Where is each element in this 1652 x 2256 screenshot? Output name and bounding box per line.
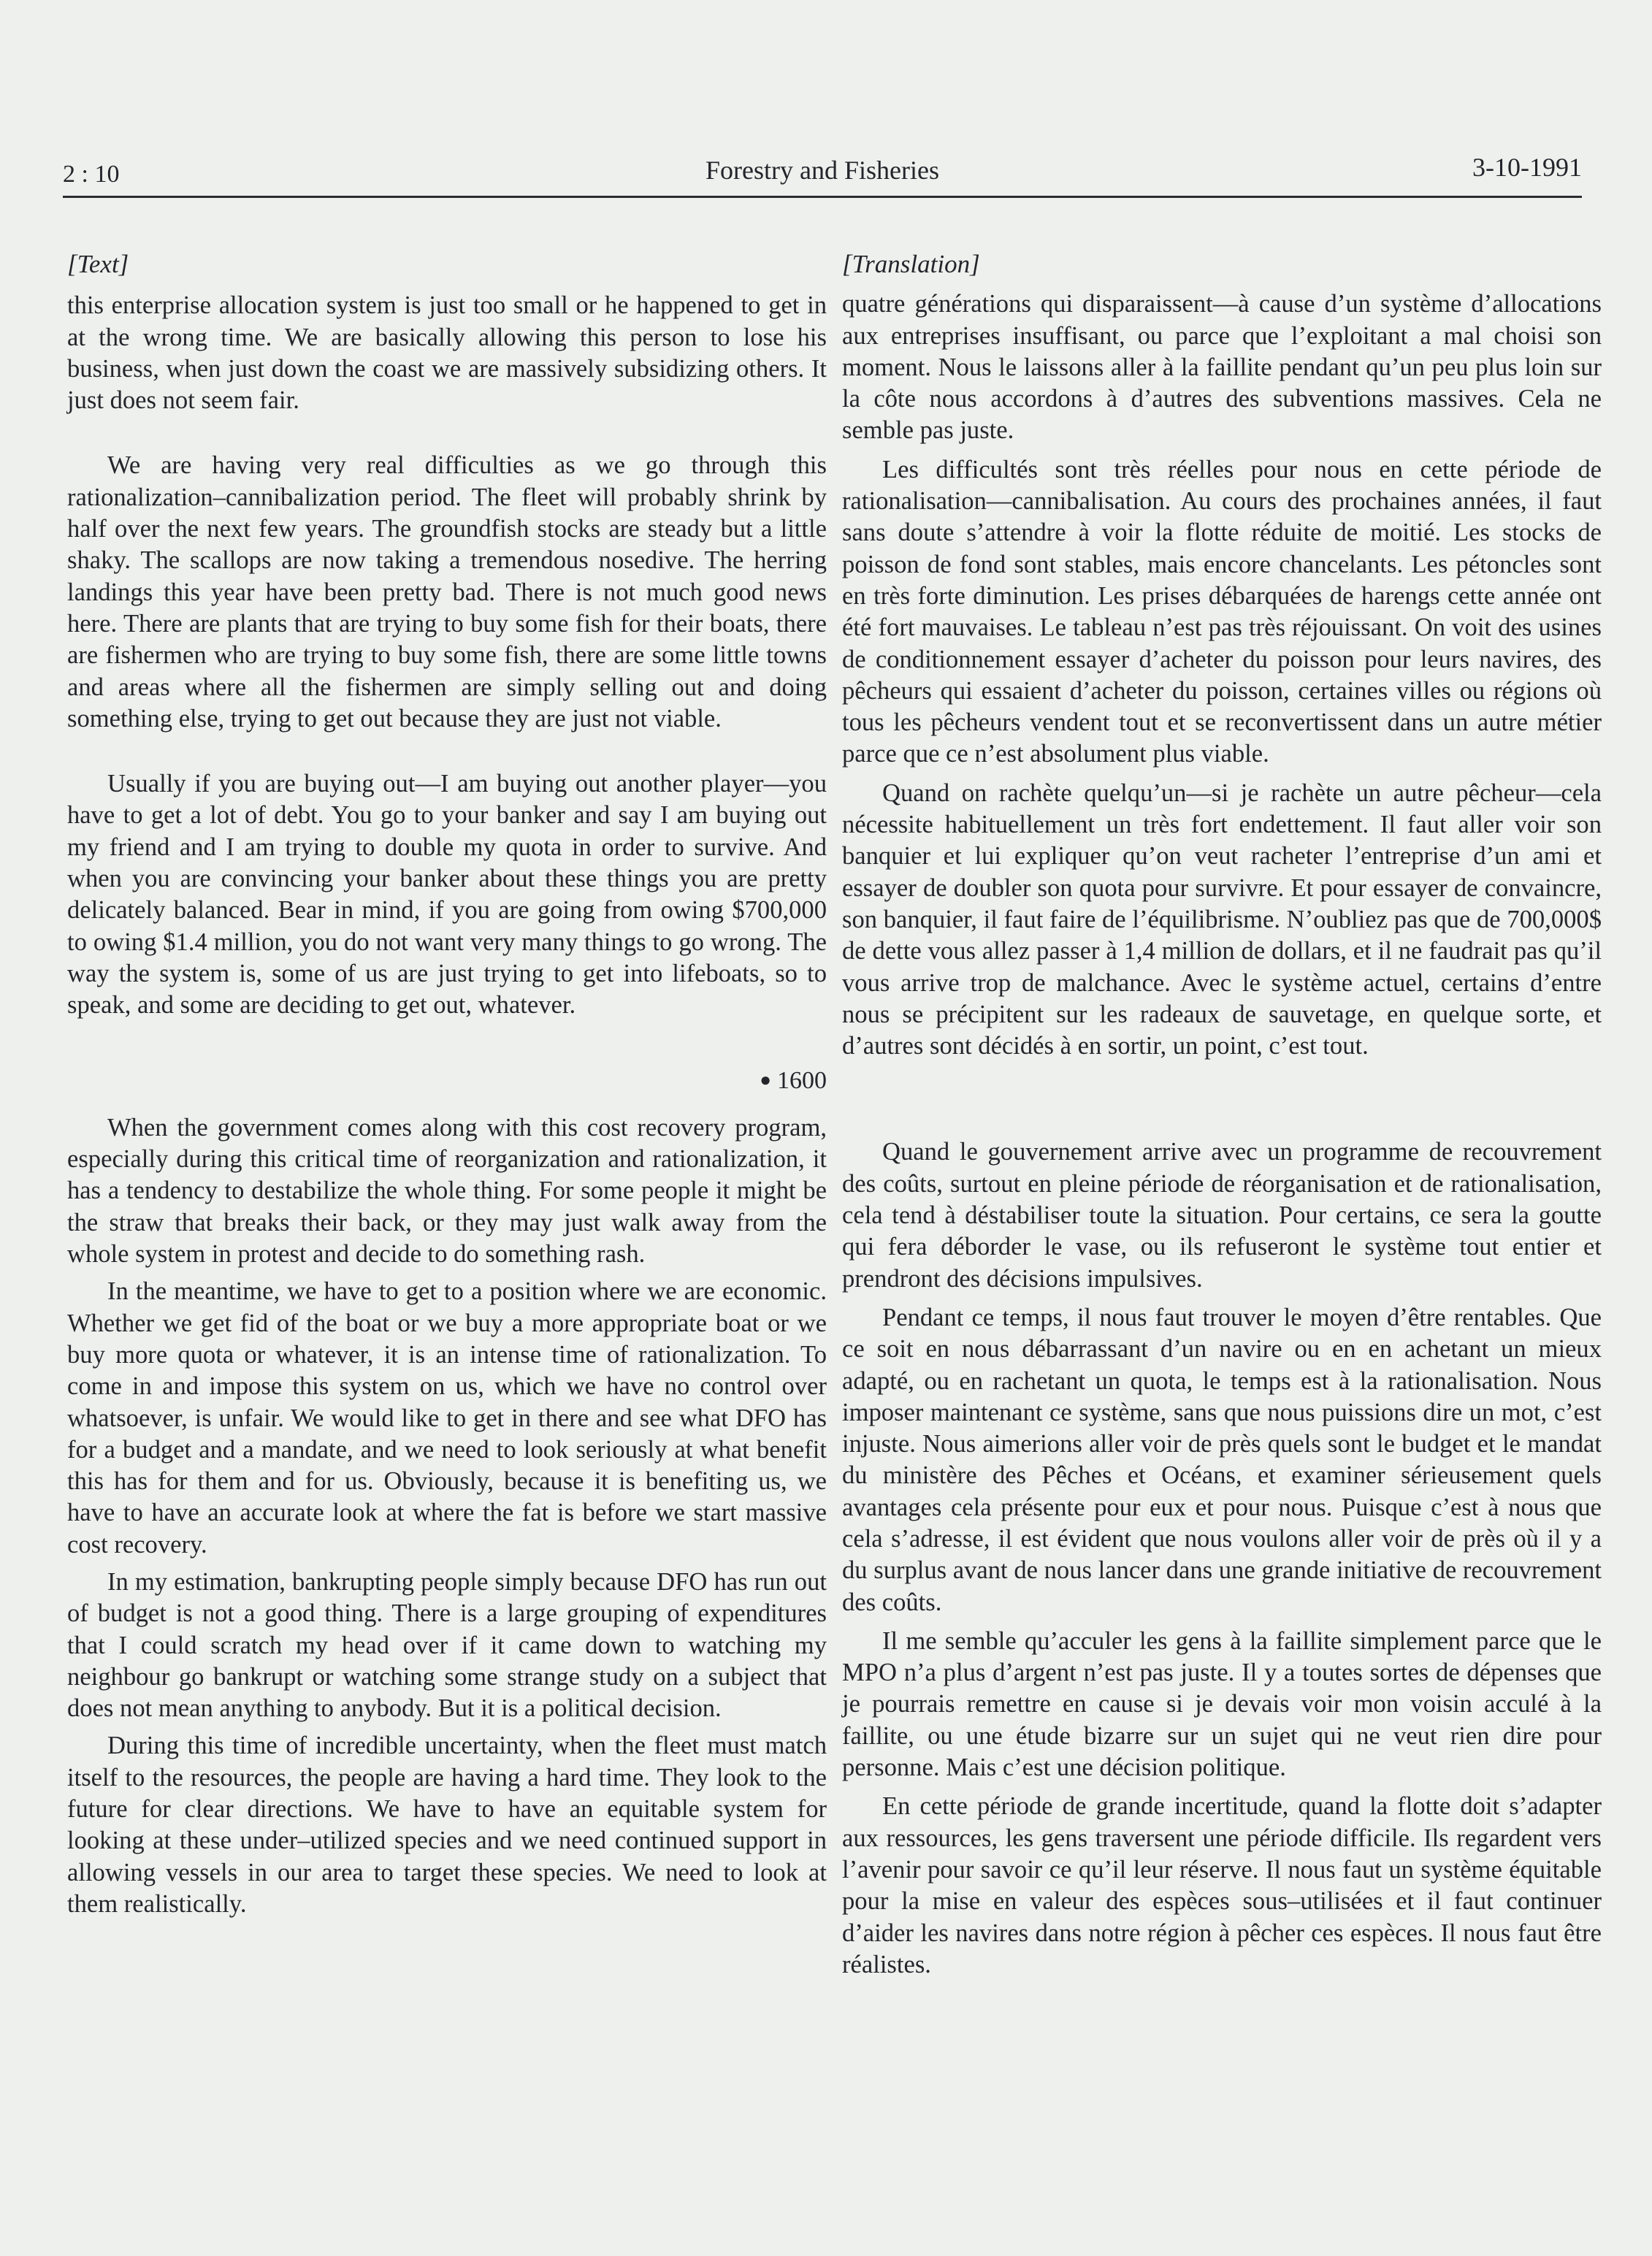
translation-paragraph: Quand le gouvernement arrive avec un programme de recouvrement des coûts, surtout en pleine période de réorganisation et de rationalisation, cela tend à déstabiliser toute la situation. Pour certains, ce sera la goutte qui fera déborder le vase, ou ils refuseront le système tout entier et prendront des décisions impulsives. xyxy=(842,1138,1602,1293)
translation-paragraph: quatre générations qui disparaissent—à cause d’un système d’allocations aux entreprises insuffisant, ou parce que l’exploitant a mal choisi son moment. Nous le laissons aller à la faillite pendant qu’un peu plus loin sur la côte nous accordons à d’autres des subventions massives. Cela ne semble pas juste. xyxy=(842,290,1602,445)
english-text-column xyxy=(67,248,827,1920)
time-marker-value: 1600 xyxy=(777,1066,827,1094)
text-paragraph: When the government comes along with this cost recovery program, especially during this critical time of reorganization and rationalization, it has a tendency to destabilize the whole thing. For some people it might be the straw that breaks their back, or they may just walk away from the whole system in protest and decide to do something rash. xyxy=(67,1113,827,1269)
text-paragraph: During this time of incredible uncertainty, when the fleet must match itself to the resources, the people are having a hard time. They look to the future for clear directions. We have to have an equitable system for looking at these under–utilized species and we need continued support in allowing vessels in our area to target these species. We need to look at them realistically. xyxy=(67,1732,827,1918)
header-date: 3-10-1991 xyxy=(1472,153,1582,182)
committee-title: Forestry and Fisheries xyxy=(705,156,939,185)
text-paragraph: In my estimation, bankrupting people simply because DFO has run out of budget is not a good thing. There is a large grouping of expenditures that I could scratch my head over if it came down to watching my neighbour go bankrupt or watching some strange study on a subject that does not mean anything to anybody. But it is a political decision. xyxy=(67,1567,827,1723)
time-marker xyxy=(67,1064,827,1096)
translation-label: [Translation] xyxy=(842,250,980,278)
bullet-icon: ● xyxy=(760,1068,771,1090)
text-label: [Text] xyxy=(67,250,129,278)
text-paragraph: In the meantime, we have to get to a position where we are economic. Whether we get fid of the boat or we buy a more appropriate boat or we buy more quota or whatever, it is an intense time of rationalization. To come in and impose this system on us, which we have no control over whatsoever, is unfair. We would like to get in there and see what DFO has for a budget and a mandate, and we need to look seriously at what benefit this has for them and for us. Obviously, because it is benefiting us, we have to have an accurate look at where the fat is before we start massive cost recovery. xyxy=(67,1277,827,1559)
translation-paragraph: En cette période de grande incertitude, quand la flotte doit s’adapter aux ressources, les gens traversent une période difficile. Ils regardent vers l’avenir pour savoir ce qu’il leur réserve. Il nous faut un système équitable pour la mise en valeur des espèces sous–utilisées et il faut continuer d’aider les navires dans notre région à pêcher ces espèces. Il nous faut être réalistes. xyxy=(842,1792,1602,1978)
translation-paragraph: Pendant ce temps, il nous faut trouver le moyen d’être rentables. Que ce soit en nous débarrassant d’un navire ou en en achetant un mieux adapté, ou en rachetant un quota, le temps est à la rationalisation. Nous imposer maintenant ce système, sans que nous puissions dire un mot, c’est injuste. Nous aimerions aller voir de près quels sont le budget et le mandat du ministère des Pêches et Océans, et examiner sérieusement quels avantages cela présente pour eux et pour nous. Puisque c’est à nous que cela s’adresse, il est évident que nous voulons aller voir de près où il y a du surplus avant de nous lancer dans une grande initiative de recouvrement des coûts. xyxy=(842,1303,1602,1616)
page-header xyxy=(63,152,1582,198)
page-number: 2 : 10 xyxy=(63,161,120,188)
translation-paragraph: Quand on rachète quelqu’un—si je rachète un autre pêcheur—cela nécessite habituellement un très fort endettement. Il faut aller voir son banquier et lui expliquer qu’on veut racheter l’entreprise d’un ami et essayer de doubler son quota pour survivre. Et pour essayer de convaincre, son banquier, il faut faire de l’équilibrisme. N’oubliez pas que de 700,000$ de dette vous allez passer à 1,4 million de dollars, et il ne faudrait pas qu’il vous arrive trop de malchance. Avec le système actuel, certains d’entre nous se précipitent sur les radeaux de sauvetage, en quelque sorte, et d’autres sont décidés à en sortir, un point, c’est tout. xyxy=(842,779,1602,1060)
translation-paragraph: Il me semble qu’acculer les gens à la faillite simplement parce que le MPO n’a plus d’argent n’est pas juste. Il y a toutes sortes de dépenses que je pourrais remettre en cause si je devais voir mon voisin acculé à la faillite, ou une étude bizarre sur un sujet qui ne veut rien dire pour personne. Mais c’est une décision politique. xyxy=(842,1626,1602,1782)
translation-paragraph: Les difficultés sont très réelles pour nous en cette période de rationalisation—cannibalisation. Au cours des prochaines années, il faut sans doute s’attendre à voir la flotte réduite de moitié. Les stocks de poisson de fond sont stables, mais encore chancelants. Les pétoncles sont en très forte diminution. Les prises débarquées de harengs cette année ont été fort mauvaises. Le tableau n’est pas très réjouissant. On voit des usines de conditionnement essayer d’acheter du poisson pour leurs navires, des pêcheurs qui essaient d’acheter du poisson, certaines villes ou régions où tous les pêcheurs vendent tout et se reconvertissent dans un autre métier parce que ce n’est absolument plus viable. xyxy=(842,455,1602,768)
text-paragraph: Usually if you are buying out—I am buying out another player—you have to get a lot of debt. You go to your banker and say I am buying out my friend and I am trying to double my quota in order to survive. And when you are convincing your banker about these things you are pretty delicately balanced. Bear in mind, if you are going from owing $700,000 to owing $1.4 million, you do not want very many things to go wrong. The way the system is, some of us are just trying to get into lifeboats, so to speak, and some are deciding to get out, whatever. xyxy=(67,770,827,1020)
text-paragraph: this enterprise allocation system is just too small or he happened to get in at the wrong time. We are basically allowing this person to lose his business, when just down the coast we are massively subsidizing others. It just does not seem fair. xyxy=(67,291,827,415)
text-paragraph: We are having very real difficulties as we go through this rationalization–cannibalization period. The fleet will probably shrink by half over the next few years. The groundfish stocks are steady but a little shaky. The scallops are now taking a tremendous nosedive. The herring landings this year have been pretty bad. There is not much good news here. There are plants that are trying to buy some fish for their boats, there are fishermen who are trying to buy some fish, there are some little towns and areas where all the fishermen are simply selling out and doing something else, trying to get out because they are just not viable. xyxy=(67,451,827,733)
french-translation-column xyxy=(842,248,1602,1981)
